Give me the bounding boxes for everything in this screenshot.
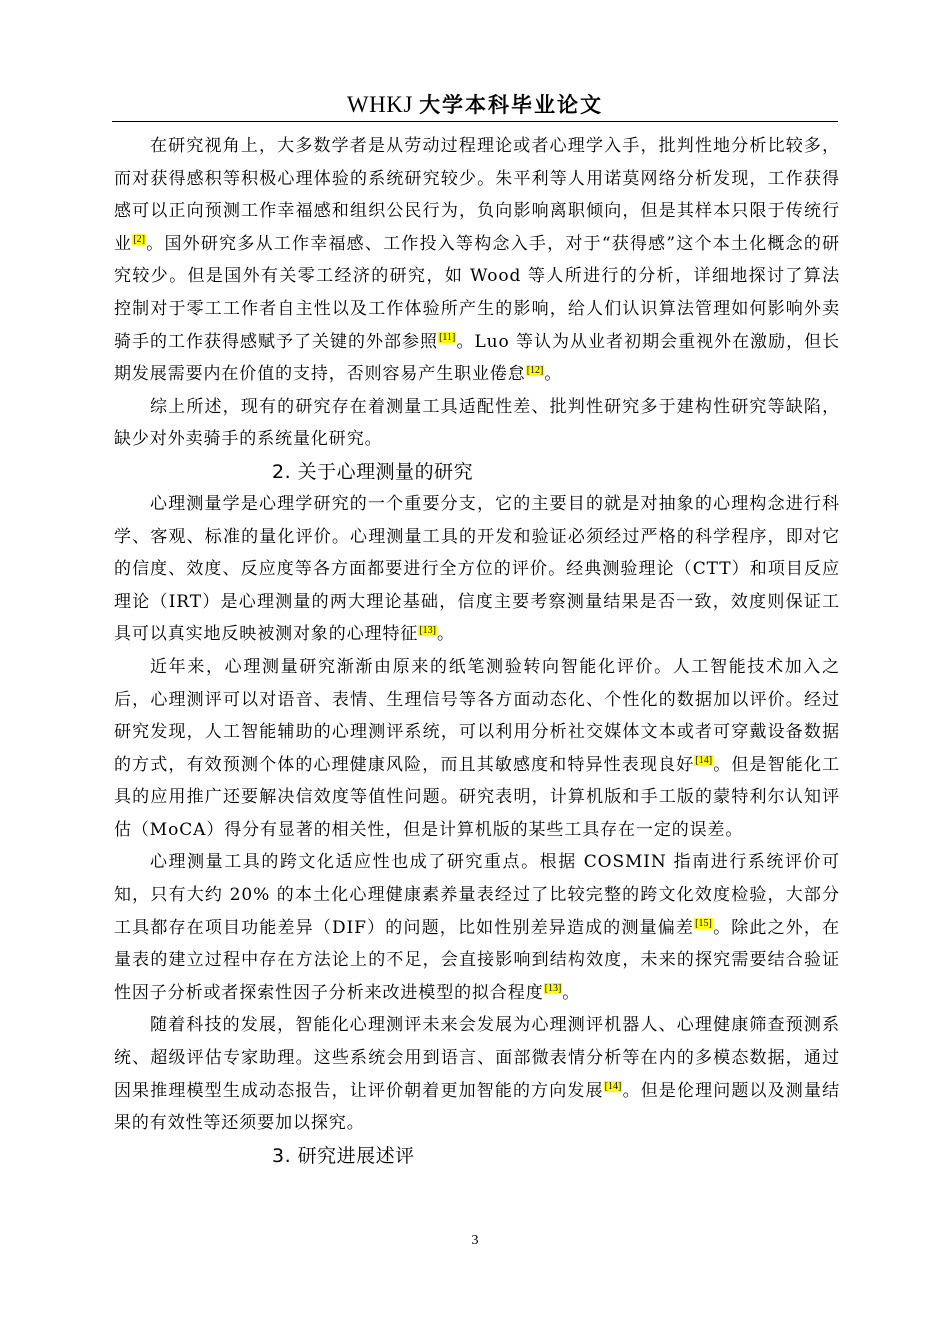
paragraph-intelligent-assessment <box>114 651 840 847</box>
header-title-text: 大学本科毕业论文 <box>419 93 604 117</box>
text-run: 。国外研究多从工作幸福感、工作投入等构念入手，对于“获得感”这个本土化概念的研究较少。但是国外有关零工经济的研究，如 Wood 等人所进行的分析，详细地探讨了算法控制对于零工工作者自主性以及工作体验所产生的影响，给人们认识算法管理如何影响外卖骑手的工作获得感赋予了关键的外部参照 <box>114 233 841 352</box>
citation-14: [14] <box>695 755 713 767</box>
citation-12: [12] <box>526 364 544 376</box>
citation-15: [15] <box>695 918 712 929</box>
text-run: 在研究视角上，大多数学者是从劳动过程理论或者心理学入手，批判性地分析比较多，而对获得感积等积极心理体验的系统研究较少。朱平利等人用诺莫网络分析发现，工作获得感可以正向预测工作幸福感和组织公民行为，负向影响离职倾向，但是其样本只限于传统行业 <box>114 136 840 254</box>
running-header <box>112 91 838 119</box>
paragraph-cross-cultural <box>114 846 840 1009</box>
paragraph-summary <box>114 391 840 456</box>
text-run: 随着科技的发展，智能化心理测评未来会发展为心理测评机器人、心理健康筛查预测系统、超级评估专家助理。这些系统会用到语言、面部微表情分析等在内的多模态数据，通过因果推理模型生成动态报告，让评价朝着更加智能的方向发展 <box>114 1015 840 1101</box>
text-run: 。 <box>544 364 563 385</box>
paragraph-future-development <box>114 1009 840 1139</box>
text-run: 心理测量工具的跨文化适应性也成了研究重点。根据 COSMIN 指南进行系统评价可知，只有大约 20% 的本土化心理健康素养量表经过了比较完整的跨文化效度检验，大部分工具都存在项目功能差异（DIF）的问题，比如性别差异造成的测量偏差 <box>114 852 840 938</box>
text-run: 。 <box>436 624 455 645</box>
text-run: 。但是智能化工具的应用推广还要解决信效度等值性问题。研究表明，计算机版和手工版的蒙特利尔认知评估（MoCA）得分有显著的相关性，但是计算机版的某些工具存在一定的误差。 <box>114 754 840 840</box>
page-number: 3 <box>471 1233 479 1248</box>
body-text <box>114 130 840 1172</box>
text-run: 近年来，心理测量研究渐渐由原来的纸笔测验转向智能化评价。人工智能技术加入之后，心理测评可以对语音、表情、生理信号等各方面动态化、个性化的数据加以评价。经过研究发现，人工智能辅助的心理测评系统，可以利用分析社交媒体文本或者可穿戴设备数据的方式，有效预测个体的心理健康风险，而且其敏感度和特异性表现良好 <box>114 656 840 775</box>
section-heading-3: 3. 研究进展述评 <box>272 1144 415 1167</box>
citation-14: [14] <box>604 1080 622 1092</box>
header-rule <box>112 121 838 122</box>
text-run: 心理测量学是心理学研究的一个重要分支，它的主要目的就是对抽象的心理构念进行科学、客观、标准的量化评价。心理测量工具的开发和验证必须经过严格的科学程序，即对它的信度、效度、反应度等各方面都要进行全方位的评价。经典测验理论（CTT）和项目反应理论（IRT）是心理测量的两大理论基础，信度主要考察测量结果是否一致，效度则保证工具可以真实地反映被测对象的心理特征 <box>114 493 840 645</box>
citation-13: [13] <box>419 624 436 636</box>
text-run: 综上所述，现有的研究存在着测量工具适配性差、批判性研究多于建构性研究等缺陷，缺少对外卖骑手的系统量化研究。 <box>114 396 840 450</box>
text-run: 。 <box>562 982 581 1003</box>
text-run: 。但是伦理问题以及测量结果的有效性等还须要加以探究。 <box>114 1080 840 1134</box>
citation-11: [11] <box>439 331 456 343</box>
text-run: 。除此之外，在量表的建立过程中存在方法论上的不足，会直接影响到结构效度，未来的探究需要结合验证性因子分析或者探索性因子分析来改进模型的拟合程度 <box>114 917 840 1003</box>
header-prefix: WHKJ <box>346 92 413 117</box>
citation-2: [2] <box>133 234 145 246</box>
text-run: 。Luo 等认为从业者初期会重视外在激励，但长期发展需要内在价值的支持，否则容易产生职业倦怠 <box>114 331 840 385</box>
paragraph-psychometrics <box>114 488 840 651</box>
citation-13: [13] <box>544 983 562 995</box>
section-heading-2: 2. 关于心理测量的研究 <box>272 460 474 483</box>
paragraph-research-perspective <box>114 130 840 391</box>
